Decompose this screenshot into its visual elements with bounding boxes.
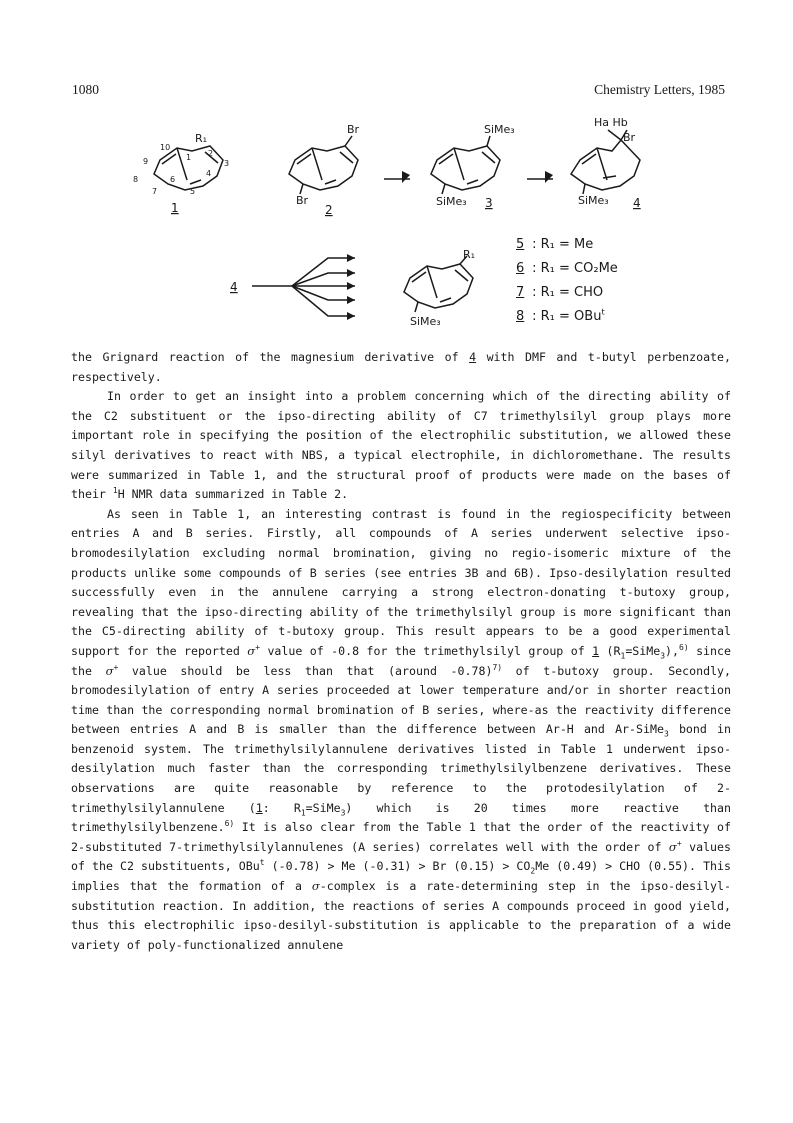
sigma-symbol: σ bbox=[311, 879, 320, 894]
text-run: As seen in Table 1, an interesting contrast is found in the regiospecificity between entries A and B series. Firstly, all compounds of A series underwent selective ipso-bromodesilylation excluding normal bromination, giving no regio-isomeric mixture of the products unlike some compounds of B series (see entries 3B and 6B). Ipso-desilylation resulted successfully even in the annulene carrying a strong electron-donating t-butoxy group, revealing that the ipso-directing ability of the trimethylsilyl group is more significant than the C5-directing ability of t-butoxy group. This result appears to be a good experimental support for the reported bbox=[71, 506, 731, 658]
text-run: value of -0.8 for the trimethylsilyl group of bbox=[260, 643, 593, 658]
pos-10: 10 bbox=[160, 143, 171, 152]
product-number: 5 bbox=[516, 237, 525, 252]
citation: 6) bbox=[224, 819, 235, 829]
substituent-r1-lower: R₁ bbox=[463, 248, 476, 261]
pos-6: 6 bbox=[170, 175, 176, 184]
label-3: 3 bbox=[485, 196, 493, 210]
pos-2: 2 bbox=[208, 149, 214, 158]
pos-5: 5 bbox=[190, 187, 196, 196]
pos-1: 1 bbox=[186, 153, 192, 162]
label-2: 2 bbox=[325, 203, 333, 217]
subscript: 2 bbox=[530, 866, 536, 876]
text-run: It is also clear from the Table 1 that the order of the reactivity of 2-substituted 7-trimethylsilylannulenes (A series) correlates well with the order of bbox=[71, 820, 731, 854]
pos-4: 4 bbox=[206, 169, 212, 178]
sime3-bottom: SiMe₃ bbox=[436, 195, 467, 208]
compound-ref: 1 bbox=[255, 800, 263, 815]
subscript: 3 bbox=[340, 807, 346, 817]
reaction-scheme bbox=[0, 108, 793, 336]
subscript: 1 bbox=[300, 807, 306, 817]
product-sup: t bbox=[601, 307, 605, 317]
text-run: (R bbox=[599, 643, 621, 658]
structure-product bbox=[404, 256, 473, 312]
superscript: t bbox=[259, 858, 265, 868]
pos-9: 9 bbox=[143, 157, 149, 166]
page-number: 1080 bbox=[72, 82, 99, 97]
citation: 7) bbox=[492, 662, 503, 672]
product-list bbox=[516, 233, 618, 329]
text-run: (-0.78) > Me (-0.31) > Br (0.15) > CO bbox=[264, 859, 531, 874]
product-number: 8 bbox=[516, 309, 525, 324]
br-bottom: Br bbox=[296, 194, 309, 207]
text-run: Me (0.49) > CHO (0.55). This implies that the formation of a bbox=[71, 859, 731, 894]
citation: 6) bbox=[679, 643, 689, 653]
text-run: =SiMe bbox=[305, 800, 341, 815]
product-number: 6 bbox=[516, 261, 525, 276]
product-text: : R₁ = CO₂Me bbox=[532, 261, 618, 276]
text-run: values of the C2 substituents, OBu bbox=[71, 839, 731, 874]
product-text: : R₁ = CHO bbox=[532, 285, 604, 300]
product-text: : R₁ = OBu bbox=[532, 309, 602, 324]
text-run: -complex is a rate-determining step in the ipso-desilyl-substitution reaction. In addition, the reactions of series A compounds proceed in good yield, thus this electrophilic ipso-desilyl-substitution is applicable to the preparation of a wide variety of poly-functionalized annulene bbox=[71, 879, 731, 952]
superscript: + bbox=[676, 838, 682, 848]
structure-2 bbox=[289, 136, 358, 194]
text-run: In order to get an insight into a problem concerning which of the directing ability of the C2 substituent or the ipso-directing ability of C7 trimethylsilyl group plays more important role in specifying the position of the electrophilic substitution, we allowed these silyl derivatives to react with NBS, a typical electrophile, in dichloromethane. The results were summarized in Table 1, and the structural proof of products were made on the bases of their bbox=[71, 389, 731, 502]
sime3-4: SiMe₃ bbox=[578, 194, 609, 207]
substituent-r1: R₁ bbox=[195, 132, 208, 145]
pos-8: 8 bbox=[133, 175, 139, 184]
product-row bbox=[516, 305, 618, 329]
sigma-symbol: σ bbox=[668, 839, 677, 854]
text-run: the Grignard reaction of the magnesium derivative of bbox=[71, 350, 470, 364]
sigma-symbol: σ bbox=[105, 663, 114, 678]
product-row bbox=[516, 281, 618, 305]
paragraph-1 bbox=[71, 348, 731, 387]
label-1: 1 bbox=[171, 201, 179, 215]
text-run: with DMF and t-butyl perbenzoate, respectively. bbox=[71, 350, 731, 384]
ha-hb: Ha Hb bbox=[594, 116, 628, 129]
text-run: value should be less than that (around -0.78) bbox=[118, 663, 493, 678]
product-text: : R₁ = Me bbox=[532, 237, 594, 252]
body-text bbox=[71, 348, 731, 955]
superscript: + bbox=[255, 643, 261, 653]
product-row bbox=[516, 257, 618, 281]
text-run: ), bbox=[665, 643, 680, 658]
text-run: ) which is 20 times more reactive than trimethylsilylbenzene. bbox=[71, 800, 731, 835]
subscript: 3 bbox=[663, 729, 669, 739]
subscript: 3 bbox=[660, 651, 666, 661]
text-run: since the bbox=[71, 643, 731, 678]
paragraph-3 bbox=[71, 505, 731, 956]
label-start-4: 4 bbox=[230, 280, 238, 294]
text-run: : R bbox=[262, 800, 301, 815]
superscript: + bbox=[113, 662, 119, 672]
sime3-lower: SiMe₃ bbox=[410, 315, 441, 328]
structure-3 bbox=[431, 136, 500, 194]
pos-3: 3 bbox=[224, 159, 230, 168]
sime3-top: SiMe₃ bbox=[484, 123, 515, 136]
text-run: bond in benzenoid system. The trimethylsilylannulene derivatives listed in Table 1 underwent ipso-desilylation much faster than the corresponding trimethylsilylbenzene derivatives. These observations are quite reasonable by reference to the protodesilylation of 2-trimethylsilylannulene ( bbox=[71, 722, 731, 815]
paragraph-2 bbox=[71, 387, 731, 505]
compound-ref: 1 bbox=[592, 643, 600, 658]
product-number: 7 bbox=[516, 285, 525, 300]
subscript: 1 bbox=[620, 651, 626, 661]
text-run: =SiMe bbox=[625, 643, 661, 658]
product-row bbox=[516, 233, 618, 257]
label-4: 4 bbox=[633, 196, 641, 210]
text-run: of t-butoxy group. Secondly, bromodesilylation of entry A series proceeded at lower temperature and/or in shorter reaction time than the corresponding normal bromination of B series, where-as the reactivity difference between entries A and B is smaller than the difference between Ar-H and Ar-SiMe bbox=[71, 663, 732, 737]
page-header bbox=[72, 82, 725, 102]
pos-7: 7 bbox=[152, 187, 158, 196]
compound-ref: 4 bbox=[469, 350, 477, 364]
journal-name: Chemistry Letters, 1985 bbox=[594, 82, 725, 97]
text-run: H NMR data summarized in Table 2. bbox=[117, 487, 349, 502]
br-top: Br bbox=[347, 123, 360, 136]
fan-arrows bbox=[252, 258, 355, 316]
br-4: Br bbox=[623, 131, 636, 144]
sigma-symbol: σ bbox=[247, 643, 256, 658]
superscript: 1 bbox=[112, 486, 118, 496]
